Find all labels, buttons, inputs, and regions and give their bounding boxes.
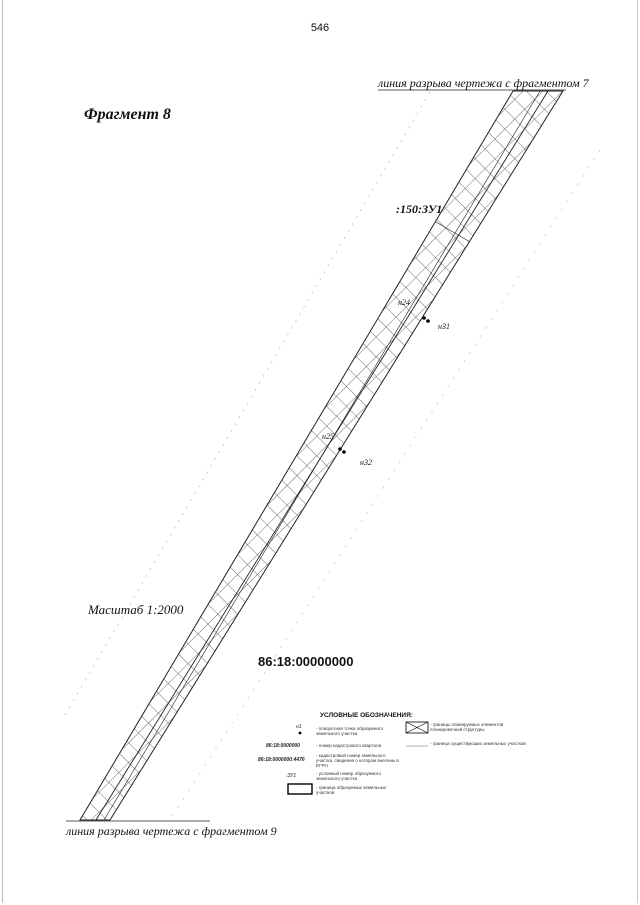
- point-label-n24: н24: [398, 298, 410, 307]
- parcel-label: :150:ЗУ1: [396, 202, 443, 216]
- break-line-top-label: линия разрыва чертежа с фрагментом 7: [378, 76, 589, 90]
- legend-item-quarter: - номер кадастрового квартала: [316, 743, 382, 748]
- legend-symbol-quarter: 86:18:0000000: [266, 743, 300, 749]
- point-n32: [342, 450, 346, 454]
- point-n31: [426, 319, 430, 323]
- point-label-n25: н25: [322, 432, 334, 441]
- point-n25: [338, 447, 342, 451]
- legend-title: УСЛОВНЫЕ ОБОЗНАЧЕНИЯ:: [320, 712, 413, 719]
- legend-item-planning: - границы планируемых элементов планировочной структуры: [430, 722, 504, 732]
- legend-symbol-parcel-number: 86:18:0000000:4476: [258, 757, 305, 763]
- point-label-n31: н31: [438, 322, 450, 331]
- legend: [258, 712, 528, 808]
- legend-symbol-conditional: :ЗУ1: [286, 773, 297, 779]
- legend-item-point: - поворотная точка образуемого земельного участка: [316, 726, 384, 736]
- fragment-title: Фрагмент 8: [84, 106, 171, 123]
- legend-item-existing-boundary: - граница существующих земельных участков: [430, 741, 526, 746]
- parcel-inner-line-2: [104, 91, 540, 820]
- page-number: 546: [310, 22, 330, 34]
- legend-symbol-point: н1: [296, 724, 302, 730]
- break-line-bottom-label: линия разрыва чертежа с фрагментом 9: [66, 824, 277, 838]
- legend-item-conditional: - условный номер образуемого земельного участка: [316, 771, 381, 781]
- faint-boundary-left: [62, 92, 430, 720]
- scale-label: Масштаб 1:2000: [88, 602, 184, 617]
- legend-item-parcel-boundary: - граница образуемых земельных участков: [316, 785, 387, 795]
- point-label-n32: н32: [360, 458, 372, 467]
- legend-item-parcel-number: - кадастровый номер земельного участка, сведения о котором внесены в ЕГРН: [316, 753, 399, 768]
- cadastral-quarter: 86:18:00000000: [258, 654, 354, 669]
- point-n24: [422, 316, 426, 320]
